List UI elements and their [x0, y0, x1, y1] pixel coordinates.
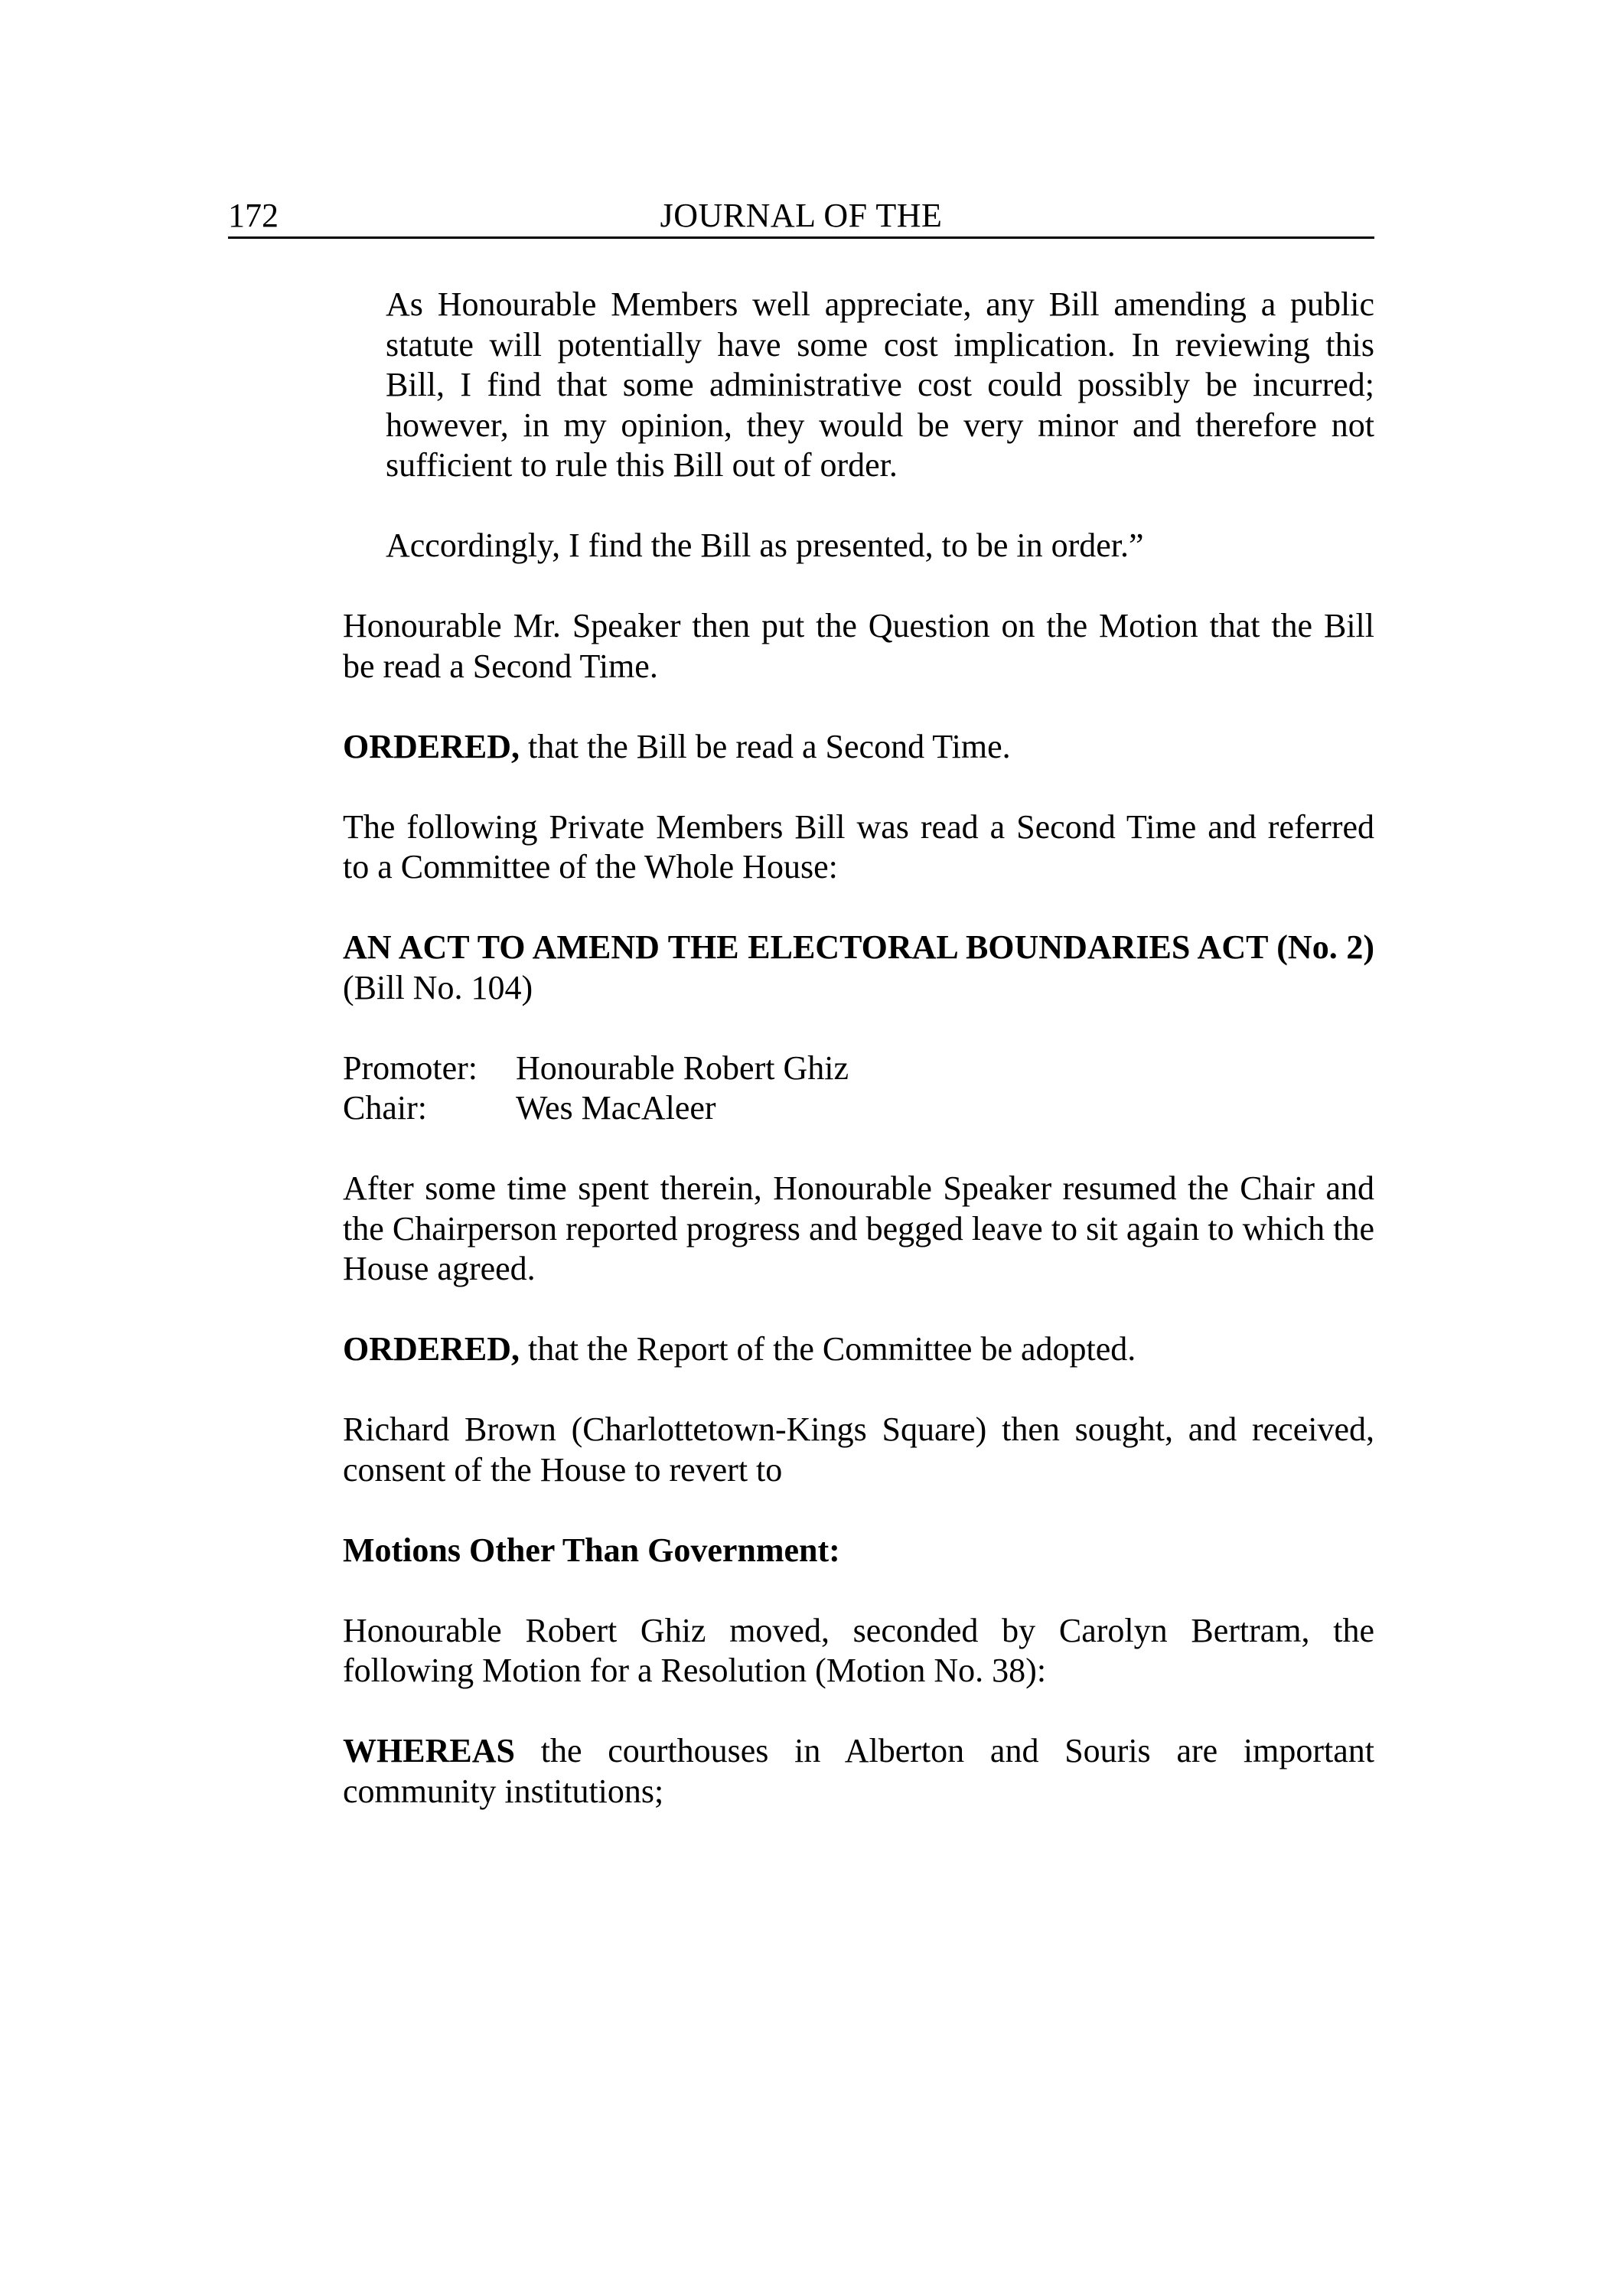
whereas-text: the courthouses in Alberton and Souris are important community institutions;	[343, 1732, 1374, 1810]
chair-value: Wes MacAleer	[516, 1089, 716, 1127]
committee-report-paragraph: After some time spent therein, Honourable Speaker resumed the Chair and the Chairperson reported progress and begged leave to sit again to which the House agreed.	[343, 1169, 1374, 1287]
whereas-clause	[343, 1731, 1374, 1812]
ruling-paragraph: As Honourable Members well appreciate, any Bill amending a public statute will potentially have some cost implication. In reviewing this Bill, I find that some administrative cost could possibly be incurred; however, in my opinion, they would be very minor and therefore not sufficient to rule this Bill out of order.	[386, 285, 1374, 484]
chair-label: Chair:	[343, 1089, 427, 1127]
journal-title: JOURNAL OF THE	[660, 197, 943, 234]
revert-consent-paragraph: Richard Brown (Charlottetown-Kings Square) then sought, and received, consent of the House to revert to	[343, 1411, 1374, 1489]
bill-number: (Bill No. 104)	[343, 968, 533, 1006]
ordered-text: that the Bill be read a Second Time.	[520, 727, 1011, 765]
ordered-label: ORDERED,	[343, 1330, 520, 1368]
header-rule	[228, 236, 1374, 239]
running-head	[228, 194, 1374, 237]
whereas-label: WHEREAS	[343, 1732, 515, 1769]
ruling-conclusion: Accordingly, I find the Bill as presented, to be in order.”	[386, 527, 1144, 564]
section-heading	[343, 1531, 1374, 1571]
ordered-second-reading	[343, 727, 1374, 768]
bill-title-line	[343, 928, 1374, 1008]
section-heading-text: Motions Other Than Government:	[343, 1531, 840, 1569]
ordered-report-adopted	[343, 1329, 1374, 1370]
page-number: 172	[228, 197, 279, 234]
journal-body	[343, 285, 1374, 1852]
bill-promoter-row	[343, 1049, 1374, 1089]
motion-intro-paragraph: Honourable Robert Ghiz moved, seconded by Carolyn Bertram, the following Motion for a Resolution (Motion No. 38):	[343, 1611, 1374, 1689]
promoter-value: Honourable Robert Ghiz	[516, 1049, 849, 1087]
bill-chair-row	[343, 1088, 1374, 1129]
promoter-label: Promoter:	[343, 1049, 478, 1087]
ordered-text: that the Report of the Committee be adopted.	[520, 1330, 1136, 1368]
bill-entry	[343, 928, 1374, 1129]
bill-title: AN ACT TO AMEND THE ELECTORAL BOUNDARIES ACT (No. 2)	[343, 928, 1374, 966]
ordered-label: ORDERED,	[343, 727, 520, 765]
speaker-question-paragraph: Honourable Mr. Speaker then put the Question on the Motion that the Bill be read a Second Time.	[343, 607, 1374, 685]
private-bill-intro: The following Private Members Bill was read a Second Time and referred to a Committee of the Whole House:	[343, 807, 1374, 885]
